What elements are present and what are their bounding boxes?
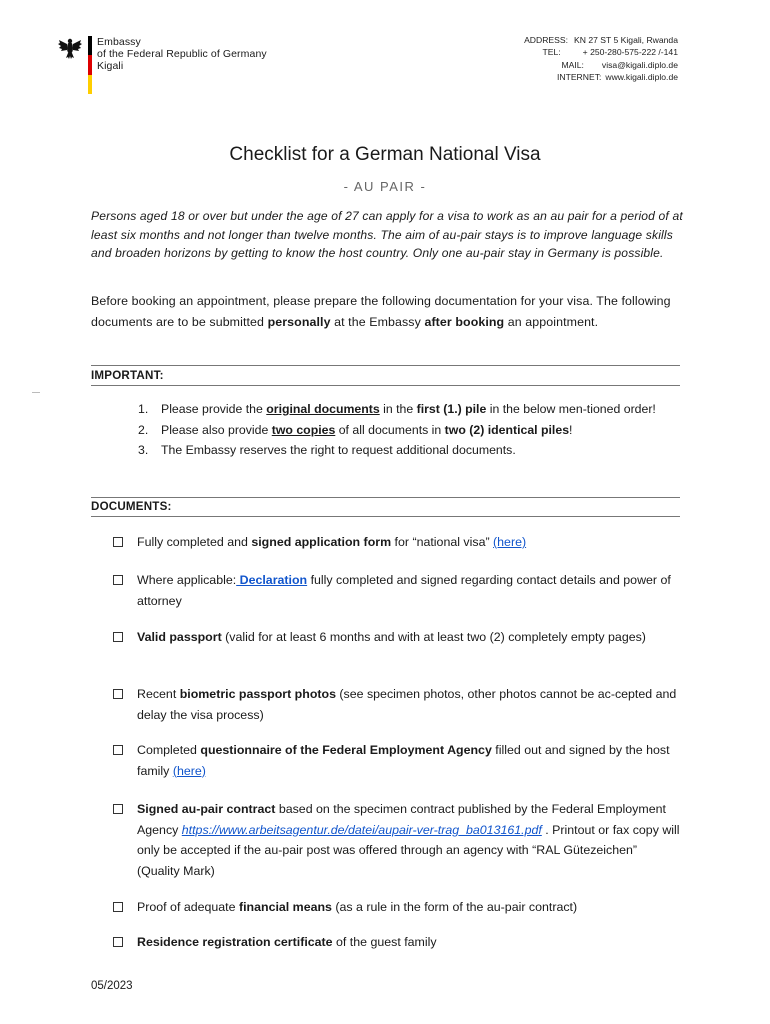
text-run-bold: Residence registration certificate — [137, 935, 333, 949]
contact-address — [524, 34, 678, 46]
embassy-name — [97, 36, 267, 72]
document-item — [113, 740, 683, 781]
document-item — [113, 684, 683, 725]
document-item — [113, 627, 683, 648]
contact-value: + 250-280-575-222 /-141 — [582, 47, 678, 58]
text-run-bold: biometric passport photos — [179, 687, 336, 701]
embassy-line-2: of the Federal Republic of Germany — [97, 48, 267, 60]
text-run: (see specimen photos, other photos cannot be ac-cepted and delay the visa process) — [137, 687, 677, 722]
text-run: of the guest family — [332, 935, 437, 949]
text-run: fully completed and signed regarding contact details and power of attorney — [137, 573, 671, 608]
text-run-bold: questionnaire of the Federal Employment Agency — [200, 743, 492, 757]
text-run-bold-underline: two copies — [271, 422, 336, 437]
document-item — [113, 532, 683, 553]
para-text: an appointment. — [504, 315, 599, 329]
text-run-bold: two (2) identical piles — [444, 422, 570, 437]
para-text: at the Embassy — [330, 315, 425, 329]
text-run: based on the specimen contract published by the Federal Employment Agency — [137, 802, 666, 837]
item-text: The Embassy reserves the right to request additional documents. — [161, 443, 516, 457]
embassy-line-1: Embassy — [97, 36, 141, 48]
contact-block — [524, 34, 678, 83]
item-number: 2. — [138, 422, 149, 437]
text-run: in the — [379, 402, 417, 416]
divider — [91, 497, 680, 498]
contact-label: INTERNET: — [556, 71, 602, 82]
checkbox[interactable] — [113, 804, 123, 814]
contact-tel — [524, 46, 678, 58]
item-text — [161, 420, 658, 441]
footer-date: 05/2023 — [91, 980, 133, 992]
federal-eagle-icon — [58, 36, 82, 60]
document-text — [137, 932, 683, 953]
contact-label: TEL: — [542, 47, 561, 58]
text-run: in the below men-tioned order! — [486, 402, 656, 416]
document-item — [113, 897, 683, 918]
divider — [91, 385, 680, 386]
divider — [91, 516, 680, 517]
document-item — [113, 932, 683, 953]
document-text — [137, 897, 683, 918]
checkbox[interactable] — [113, 902, 123, 912]
important-item — [138, 399, 658, 420]
checkbox[interactable] — [113, 575, 123, 585]
contact-value: KN 27 ST 5 Kigali, Rwanda — [574, 35, 678, 45]
text-run: of all documents in — [335, 422, 445, 437]
declaration-link[interactable]: Declaration — [236, 573, 308, 587]
page-title: Checklist for a German National Visa — [229, 144, 541, 165]
contact-mail — [524, 59, 678, 71]
text-run: (valid for at least 6 months and with at least two (2) completely empty pages) — [221, 630, 646, 644]
text-run: Please provide the — [161, 402, 267, 416]
text-run: . Printout or fax copy will only be accepted if the au-pair post was offered through an agency with “RAL Gütezeichen” (Quality Mark) — [137, 822, 680, 878]
documents-heading: DOCUMENTS: — [91, 500, 172, 513]
divider — [91, 365, 680, 366]
para-bold-personally: personally — [267, 315, 331, 329]
text-run: Where applicable: — [137, 573, 237, 587]
checkbox[interactable] — [113, 689, 123, 699]
contact-label: MAIL: — [561, 59, 584, 70]
questionnaire-link[interactable]: (here) — [172, 763, 206, 778]
document-text — [137, 684, 683, 725]
page-subtitle: - AU PAIR - — [343, 179, 427, 194]
text-run: for “national visa” — [391, 535, 494, 549]
contact-label: ADDRESS: — [524, 35, 569, 45]
item-number: 1. — [138, 402, 149, 416]
text-run-bold: financial means — [238, 900, 332, 914]
important-list — [138, 399, 658, 461]
text-run: Proof of adequate — [137, 900, 239, 914]
margin-mark — [32, 392, 40, 393]
checkbox[interactable] — [113, 745, 123, 755]
document-text — [137, 799, 683, 881]
document-text — [137, 532, 683, 553]
document-text — [137, 627, 683, 648]
important-heading: IMPORTANT: — [91, 369, 164, 382]
text-run-bold: first (1.) pile — [416, 402, 487, 416]
document-item — [113, 799, 683, 881]
checkbox[interactable] — [113, 537, 123, 547]
instructions-paragraph — [91, 291, 691, 333]
intro-paragraph: Persons aged 18 or over but under the age of 27 can apply for a visa to work as an au pair for a period of at least six months and not longer than twelve months. The aim of au-pair stays is to improve language skills and broaden horizons by getting to know the host country. Only one au-pair stay in Germany is possible. — [91, 209, 683, 260]
aupair-contract-link[interactable]: https://www.arbeitsagentur.de/datei/aupair-ver-trag_ba013161.pdf — [181, 822, 542, 837]
item-text — [161, 399, 658, 420]
text-run: Fully completed and — [137, 535, 252, 549]
item-number: 3. — [138, 443, 149, 457]
text-run-bold-underline: original documents — [266, 402, 380, 416]
german-flag-stripe — [88, 36, 92, 94]
para-text: Before booking an appointment, please prepare the following documentation for your visa. The following documents are to be submitted — [91, 294, 671, 329]
important-item — [138, 440, 658, 461]
checkbox[interactable] — [113, 632, 123, 642]
text-run: filled out and signed by the host family — [137, 743, 670, 778]
contact-internet — [524, 71, 678, 83]
contact-value: www.kigali.diplo.de — [605, 71, 678, 82]
document-text — [137, 570, 683, 611]
document-text — [137, 740, 683, 781]
para-bold-after-booking: after booking — [424, 315, 505, 329]
checkbox[interactable] — [113, 937, 123, 947]
text-run: Recent — [137, 687, 180, 701]
text-run: Please also provide — [161, 422, 272, 437]
text-run-bold: Valid passport — [137, 630, 222, 644]
text-run: Completed — [137, 743, 201, 757]
text-run: ! — [569, 422, 573, 437]
text-run-bold: Signed au-pair contract — [137, 802, 276, 816]
important-item — [138, 420, 658, 441]
application-form-link[interactable]: (here) — [493, 535, 527, 549]
contact-value: visa@kigali.diplo.de — [601, 59, 678, 70]
embassy-line-3: Kigali — [97, 60, 124, 72]
document-item — [113, 570, 683, 611]
text-run-bold: signed application form — [251, 535, 392, 549]
text-run: (as a rule in the form of the au-pair contract) — [331, 900, 578, 914]
